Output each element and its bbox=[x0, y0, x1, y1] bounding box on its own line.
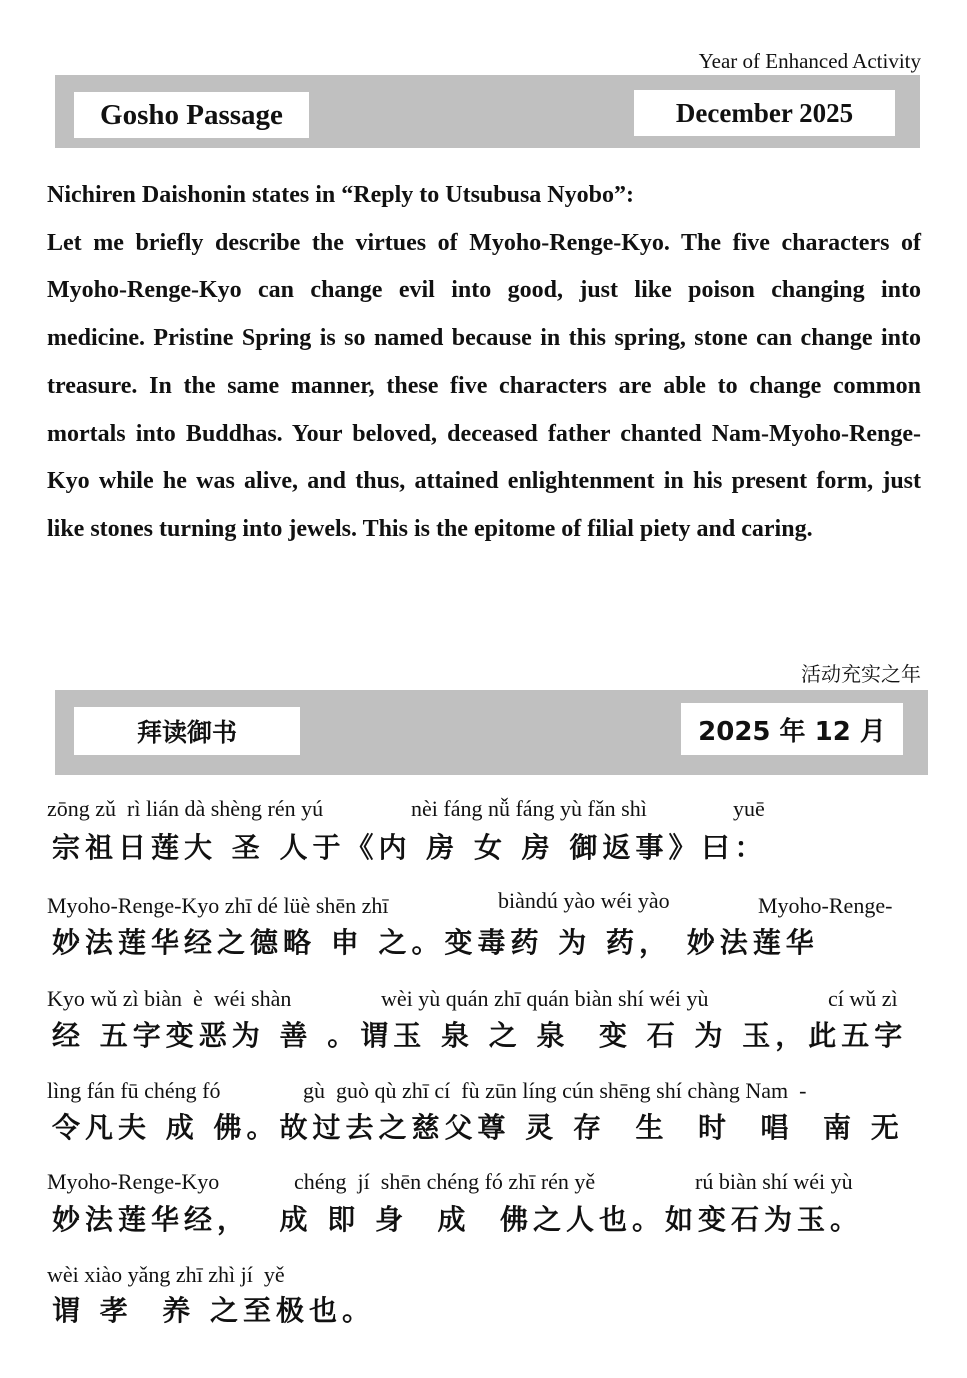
pinyin-segment: zōng zǔ rì lián dà shèng rén yú bbox=[47, 796, 324, 821]
pinyin-segment: Myoho-Renge-Kyo zhī dé lüè shēn zhī bbox=[47, 893, 389, 918]
issue-date: December 2025 bbox=[634, 90, 895, 136]
pinyin-segment: yuē bbox=[733, 796, 765, 821]
pinyin-segment: wèi yù quán zhī quán biàn shí wéi yù bbox=[381, 986, 709, 1011]
pinyin-segment: nèi fáng nǚ fáng yù fǎn shì bbox=[411, 796, 647, 821]
chinese-line: 妙法莲华经， 成 即 身 成 佛之人也。如变石为玉。 bbox=[52, 1203, 863, 1236]
chinese-line: 宗祖日莲大 圣 人于《内 房 女 房 御返事》曰： bbox=[52, 831, 768, 864]
pinyin-segment: gù guò qù zhī cí fù zūn líng cún shēng shí chàng Nam - bbox=[303, 1078, 807, 1103]
chinese-line: 妙法莲华经之德略 申 之。变毒药 为 药， 妙法莲华 bbox=[52, 926, 819, 959]
chinese-tagline: 活动充实之年 bbox=[801, 662, 921, 686]
pinyin-segment: cí wǔ zì bbox=[828, 986, 898, 1011]
chinese-title: 拜读御书 bbox=[74, 707, 300, 755]
chinese-header-band bbox=[55, 690, 928, 775]
english-passage bbox=[47, 172, 921, 554]
passage-text: Let me briefly describe the virtues of Myoho-Renge-Kyo. The five characters of Myoho-Renge-Kyo can change evil into good, just like poison changing into medicine. Pristine Spring is so named because in this spring, stone can change into treasure. In the same manner, these five characters are able to change common mortals into Buddhas. Your beloved, deceased father chanted Nam-Myoho-Renge-Kyo while he was alive, and thus, attained enlightenment in his present form, just like stones turning into jewels. This is the epitome of filial piety and caring. bbox=[47, 229, 921, 542]
pinyin-segment: biàndú yào wéi yào bbox=[498, 888, 670, 913]
pinyin-segment: wèi xiào yǎng zhī zhì jí yě bbox=[47, 1262, 285, 1287]
pinyin-segment: Kyo wǔ zì biàn è wéi shàn bbox=[47, 986, 292, 1011]
chinese-line: 令凡夫 成 佛。故过去之慈父尊 灵 存 生 时 唱 南 无 bbox=[52, 1111, 904, 1144]
pinyin-segment: Myoho-Renge-Kyo bbox=[47, 1169, 220, 1194]
pinyin-segment: Myoho-Renge- bbox=[758, 893, 893, 918]
chinese-line: 谓 孝 养 之至极也。 bbox=[52, 1294, 375, 1327]
chinese-date: 2025 年 12 月 bbox=[681, 703, 903, 755]
pinyin-segment: rú biàn shí wéi yù bbox=[695, 1169, 853, 1194]
english-tagline: Year of Enhanced Activity bbox=[698, 49, 921, 73]
english-header-band bbox=[55, 75, 920, 148]
pinyin-segment: chéng jí shēn chéng fó zhī rén yě bbox=[294, 1169, 596, 1194]
page-title: Gosho Passage bbox=[74, 92, 309, 138]
chinese-line: 经 五字变恶为 善 。谓玉 泉 之 泉 变 石 为 玉，此五字 bbox=[52, 1019, 908, 1052]
passage-intro: Nichiren Daishonin states in “Reply to Utsubusa Nyobo”: bbox=[47, 182, 634, 208]
pinyin-segment: lìng fán fū chéng fó bbox=[47, 1078, 221, 1103]
